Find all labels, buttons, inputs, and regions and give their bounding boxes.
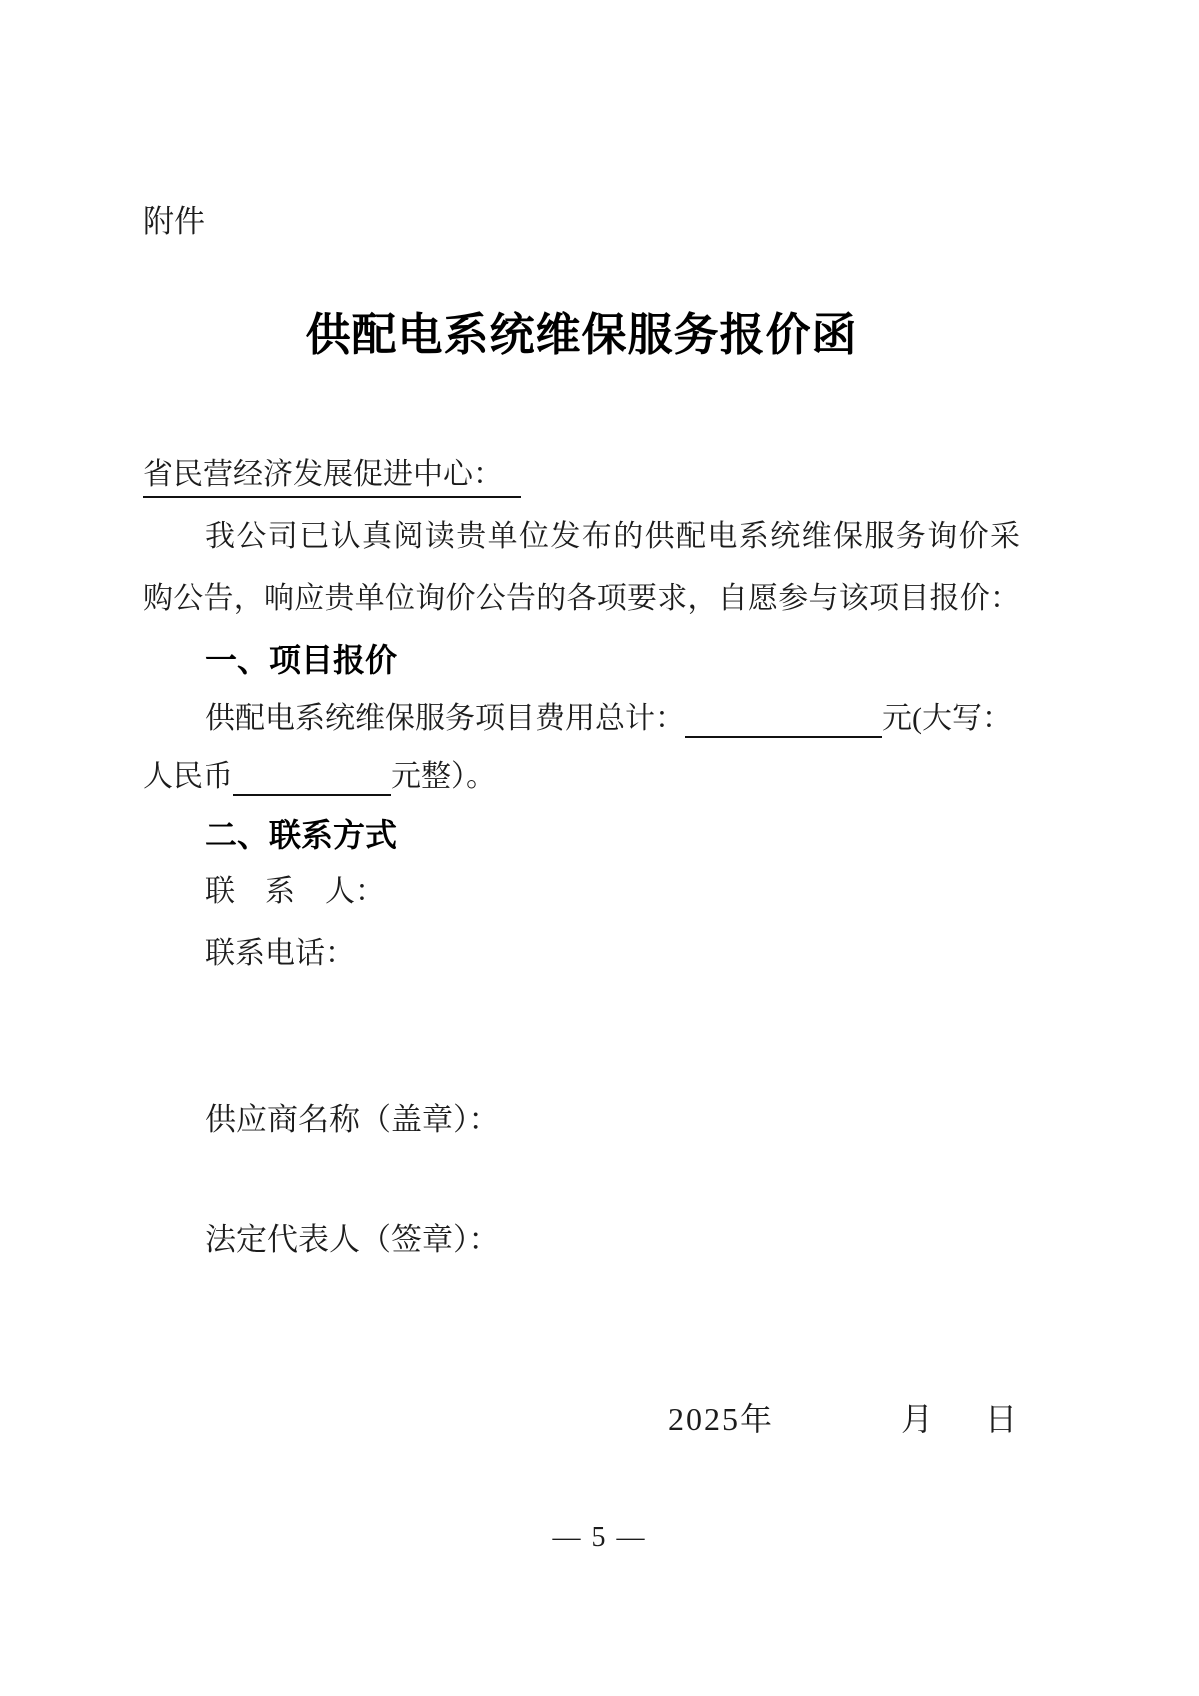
date-year-text: 2025年 bbox=[668, 1401, 775, 1437]
supplier-name-label: 供应商名称（盖章）： bbox=[205, 1102, 500, 1137]
amount-figures-blank bbox=[685, 706, 882, 738]
legal-representative-label: 法定代表人（签章）： bbox=[205, 1222, 500, 1257]
amount-words-blank bbox=[233, 764, 391, 796]
date-month-text: 月 bbox=[901, 1401, 934, 1437]
page-number: — 5 — bbox=[552, 1522, 647, 1553]
paragraph-line-2: 购公告，响应贵单位询价公告的各项要求，自愿参与该项目报价： bbox=[143, 582, 1020, 615]
date-day-text: 日 bbox=[985, 1401, 1018, 1437]
contact-person-label: 联 系 人： bbox=[205, 875, 385, 908]
amount-words-prefix: 人民币 bbox=[143, 760, 233, 793]
amount-in-words-line bbox=[143, 757, 496, 796]
attachment-label: 附件 bbox=[143, 204, 205, 239]
document-title: 供配电系统维保服务报价函 bbox=[305, 310, 858, 360]
recipient-line: 省民营经济发展促进中心： bbox=[143, 455, 521, 498]
section-heading-project-quote: 一、项目报价 bbox=[205, 642, 398, 678]
cost-total-suffix: 元(大写： bbox=[882, 702, 1012, 735]
paragraph-line-1: 我公司已认真阅读贵单位发布的供配电系统维保服务询价采 bbox=[205, 520, 1020, 553]
contact-phone-label: 联系电话： bbox=[205, 937, 355, 970]
cost-total-line bbox=[205, 699, 1012, 738]
cost-total-prefix: 供配电系统维保服务项目费用总计： bbox=[205, 702, 685, 735]
amount-words-suffix: 元整）。 bbox=[391, 760, 496, 793]
section-heading-contact: 二、联系方式 bbox=[205, 817, 398, 853]
